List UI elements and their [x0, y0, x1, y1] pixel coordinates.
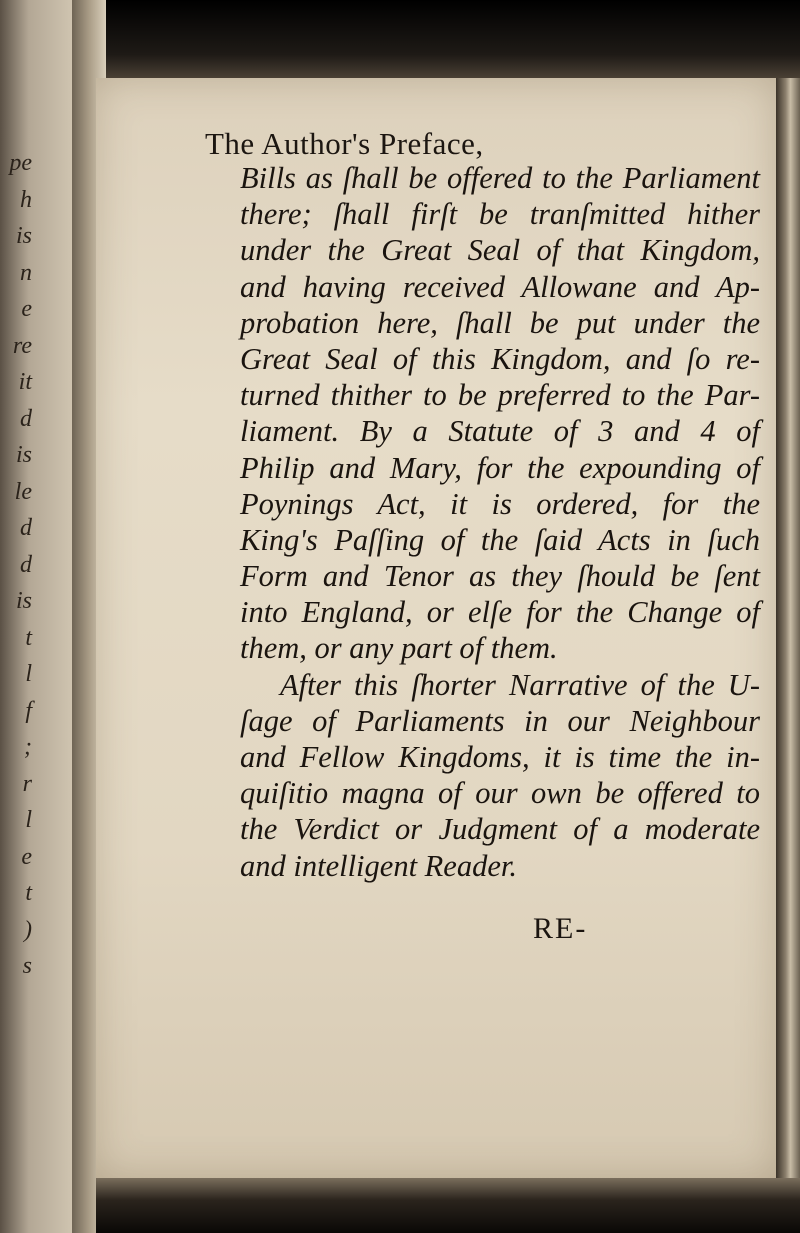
running-head: The Author's Preface,: [205, 126, 484, 161]
text-line: the Verdict or Judgment of a moderate: [240, 812, 760, 847]
paragraph-2: [240, 667, 760, 884]
scan-bottom-shadow: [96, 1178, 800, 1233]
facing-page-fragment: n: [20, 259, 32, 286]
text-line: liament. By a Statute of 3 and 4 of: [240, 414, 760, 449]
facing-page-fragment: l: [25, 807, 32, 833]
text-line: Bills as ſhall be offered to the Parliament: [240, 161, 760, 195]
facing-page-fragment: h: [20, 186, 32, 213]
facing-page-fragment: t: [25, 880, 32, 906]
facing-page-fragment: t: [25, 624, 32, 651]
text-line: probation here, ſhall be put under the: [240, 305, 760, 340]
page-fore-edge: [776, 78, 800, 1178]
text-line: After this ſhorter Narrative of the U-: [280, 667, 760, 702]
facing-page-fragment: pe: [9, 150, 32, 176]
facing-page-fragment: s: [22, 953, 32, 979]
facing-page-fragment: d: [20, 515, 32, 541]
facing-page-fragment: it: [18, 369, 32, 395]
facing-page-fragment: f: [25, 697, 32, 724]
facing-page-fragment: ;: [24, 734, 32, 760]
text-line: ſage of Parliaments in our Neighbour: [240, 703, 760, 738]
text-line: quiſitio magna of our own be offered to: [240, 776, 760, 811]
paragraph-1: [240, 160, 760, 667]
text-line: there; ſhall firſt be tranſmitted hither: [240, 197, 760, 232]
text-line: and intelligent Reader.: [240, 848, 517, 883]
facing-page-fragment: is: [15, 442, 32, 468]
scan-top-shadow: [96, 0, 800, 78]
catchword: RE-: [533, 912, 588, 945]
facing-page-fragment: l: [25, 661, 32, 687]
text-line: Great Seal of this Kingdom, and ſo re-: [240, 341, 760, 376]
facing-page-fragment: e: [21, 843, 32, 870]
text-line: Philip and Mary, for the expounding of: [240, 450, 760, 485]
facing-page-fragment: d: [20, 551, 32, 578]
facing-page-fragment: r: [22, 770, 32, 797]
text-line: into England, or elſe for the Change of: [240, 595, 760, 630]
facing-page-fragment: re: [12, 332, 32, 359]
text-line: Form and Tenor as they ſhould be ſent: [240, 559, 760, 594]
text-line: and Fellow Kingdoms, it is time the in-: [240, 740, 760, 774]
body-text: [240, 160, 760, 884]
text-line: King's Paſſing of the ſaid Acts in ſuch: [240, 522, 760, 557]
text-line: and having received Allowane and Ap-: [240, 269, 760, 304]
facing-page-edge: [0, 0, 72, 1233]
text-line: them, or any part of them.: [240, 631, 558, 666]
text-line: Poynings Act, it is ordered, for the: [240, 486, 760, 521]
text-line: turned thither to be preferred to the Par-: [240, 378, 760, 413]
text-line: under the Great Seal of that Kingdom,: [240, 233, 760, 268]
facing-page-fragment: is: [15, 223, 32, 249]
facing-page-fragment: is: [15, 588, 32, 614]
facing-page-fragment: e: [21, 296, 32, 322]
facing-page-fragment: ): [24, 916, 32, 943]
facing-page-fragment: d: [20, 405, 32, 432]
facing-page-fragment: le: [14, 478, 32, 505]
